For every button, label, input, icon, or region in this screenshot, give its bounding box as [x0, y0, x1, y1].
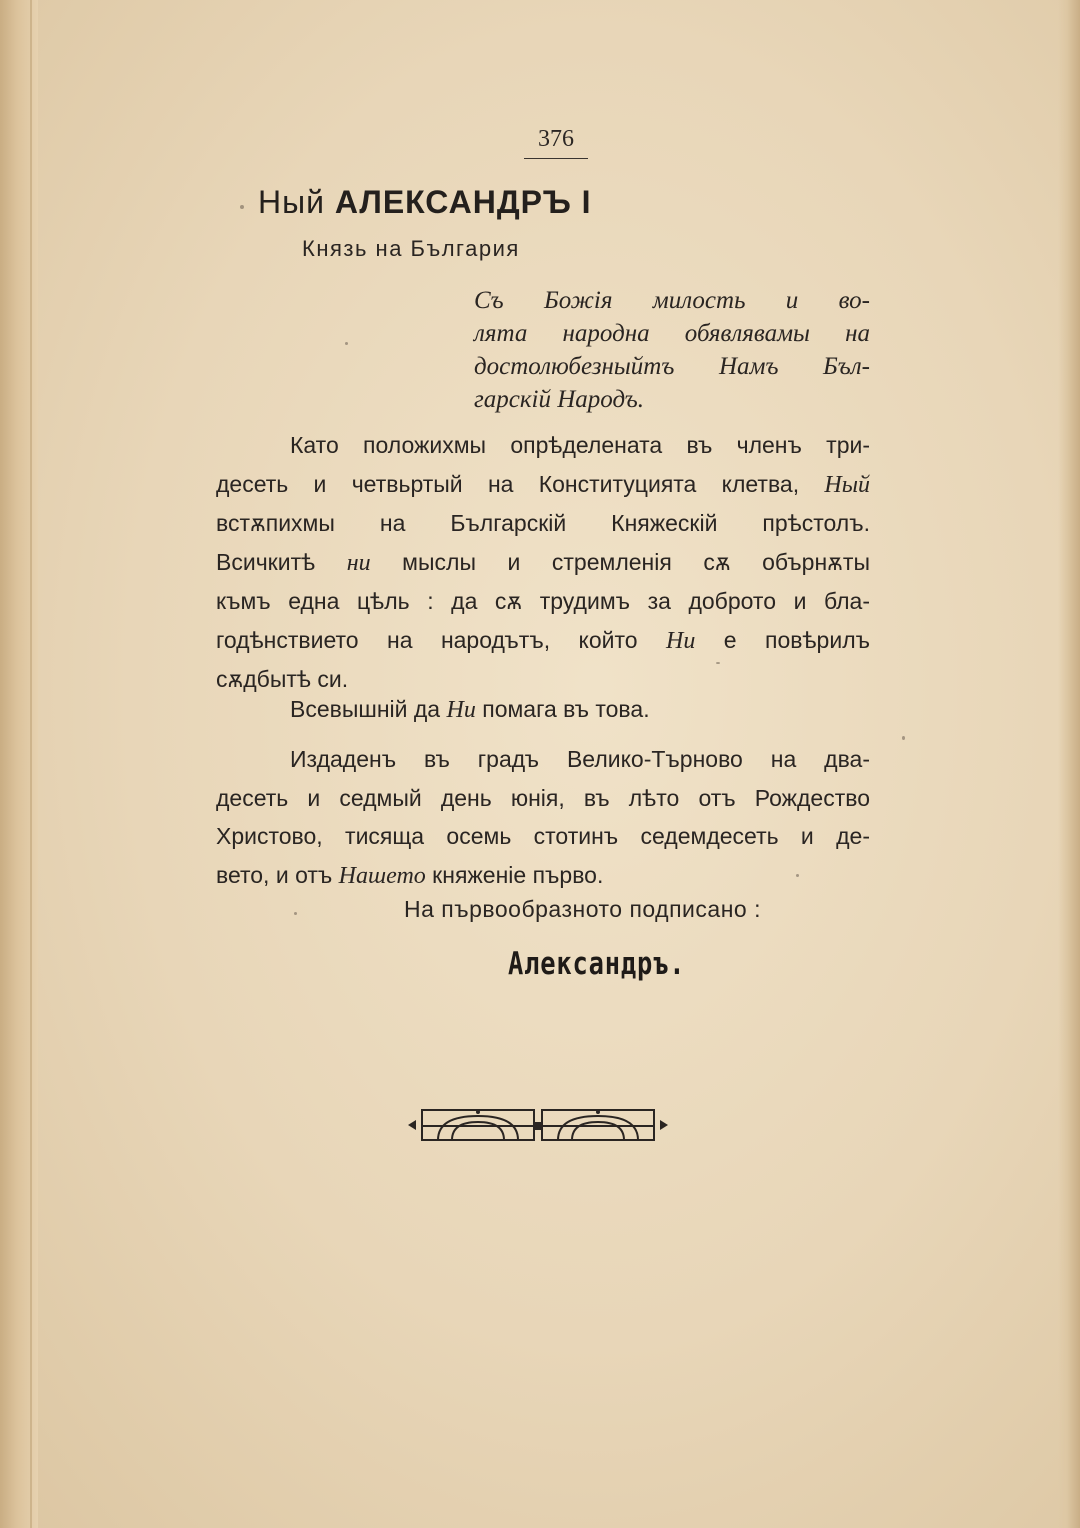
line-text: вето, и отъ — [216, 861, 339, 888]
subheading: Князь на България — [302, 236, 520, 261]
line-text: десеть и четвьртый на Конституцията клетва, — [216, 470, 825, 497]
emphasis-text: ни — [346, 549, 371, 576]
line-text: годѣнствието на народътъ, който — [216, 626, 666, 653]
paragraph-line — [216, 426, 870, 465]
paper-speck — [902, 736, 905, 740]
line-text: княженіе първо. — [425, 861, 604, 888]
paragraph-line — [216, 740, 870, 779]
page-number-rule — [524, 158, 588, 159]
paragraph-line — [216, 582, 870, 621]
epigraph — [474, 284, 870, 416]
emphasis-text: Нашето — [338, 862, 426, 889]
epigraph-line: достолюбезныйтъ Намъ Бъл- — [474, 353, 870, 380]
paper-speck — [716, 662, 720, 664]
paper-speck — [345, 342, 348, 345]
paragraph-line — [216, 621, 870, 661]
line-text: встѫпихмы на Българскій Княжескій прѣстолъ. — [216, 510, 870, 536]
line-text: Всичкитѣ — [216, 548, 347, 575]
paragraph-proclamation — [216, 426, 870, 699]
epigraph-line: гарскій Народъ. — [474, 386, 645, 413]
page-heading — [258, 184, 592, 221]
paragraph-line — [216, 690, 870, 730]
paper-speck — [240, 205, 244, 209]
heading-name: АЛЕКСАНДРЪ I — [334, 184, 592, 220]
paragraph-line — [216, 779, 870, 818]
epigraph-line: лята народна обявлявамы на — [474, 320, 870, 347]
line-text: Издаденъ въ градъ Велико-Търново на два- — [290, 746, 870, 772]
epigraph-line: Съ Божія милость и во- — [474, 287, 870, 314]
line-text: десеть и седмый день юнія, въ лѣто отъ Рождество — [216, 784, 870, 811]
line-text: къмъ една цѣль : да сѫ трудимъ за доброто и бла- — [216, 588, 870, 614]
line-text: е повѣрилъ — [695, 626, 870, 653]
signed-label: На първообразното подписано : — [404, 896, 761, 922]
paragraph-line — [216, 543, 870, 583]
paragraph-line — [216, 856, 870, 896]
signature: Александръ. — [508, 946, 686, 982]
page-right-edge — [1058, 0, 1080, 1528]
paragraph-line — [216, 504, 870, 543]
emphasis-text: Ни — [446, 697, 476, 723]
line-text: мыслы и стремленія сѫ обърнѫты — [370, 548, 870, 575]
line-text: помага въ това. — [475, 696, 650, 722]
paragraph-line — [216, 817, 870, 856]
line-text: Всевышній да — [290, 696, 447, 722]
paragraph-line — [216, 465, 870, 505]
paper-speck — [294, 912, 297, 915]
page-number: 376 — [538, 126, 574, 152]
heading-prefix: Ный — [258, 184, 325, 220]
line-text: сѫдбытѣ си. — [216, 666, 349, 692]
paper-speck — [796, 874, 799, 877]
emphasis-text: Ный — [824, 471, 870, 498]
paragraph-blessing — [216, 690, 870, 730]
paragraph-issued — [216, 740, 870, 895]
decorative-ornament-icon — [408, 1108, 668, 1144]
line-text: Христово, тисяща осемь стотинъ седемдесеть и де- — [216, 823, 870, 849]
page-left-edge — [0, 0, 38, 1528]
line-text: Като положихмы опрѣделената въ членъ три- — [290, 432, 870, 458]
emphasis-text: Ни — [666, 627, 696, 654]
